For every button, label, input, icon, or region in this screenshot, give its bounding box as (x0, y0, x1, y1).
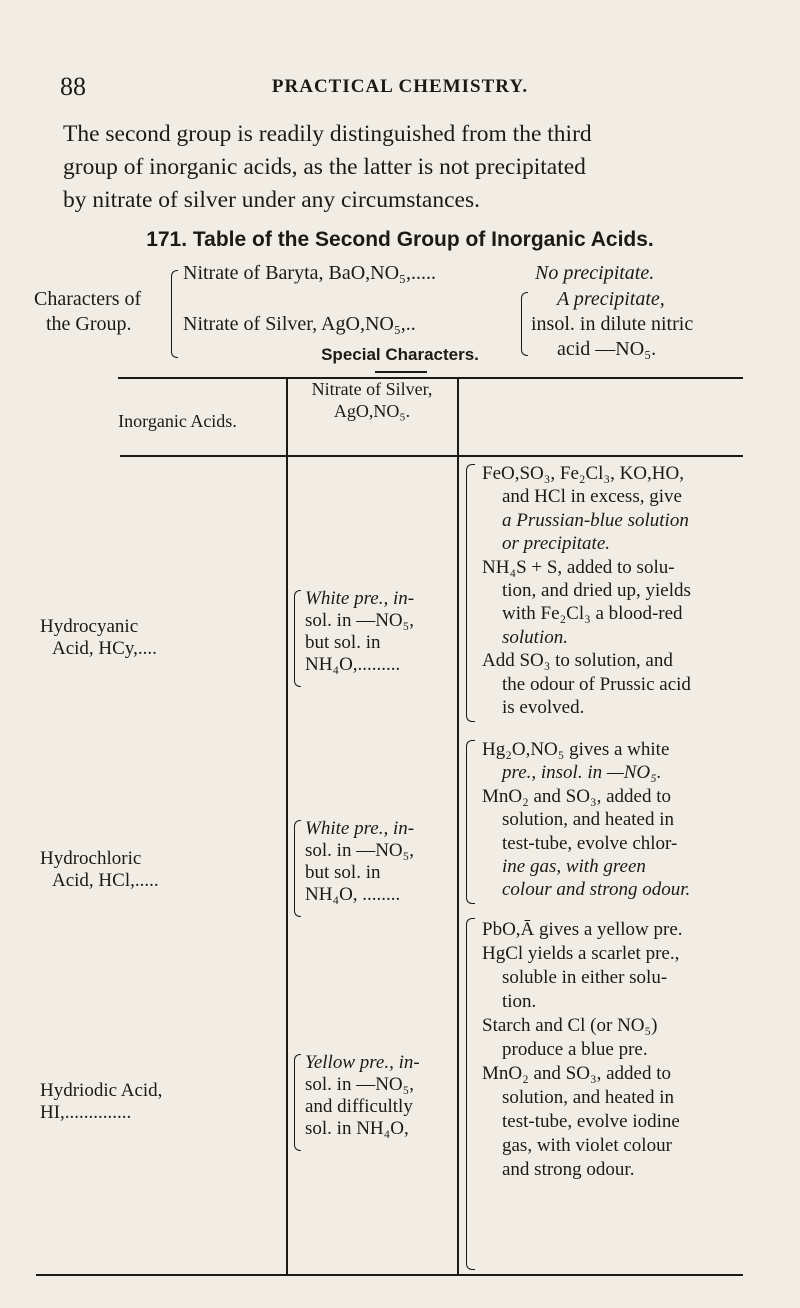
result-silver-line3: acid —NO₅. (557, 338, 657, 360)
silver-brace (294, 1054, 301, 1151)
section-title: 171. Table of the Second Group of Inorganic Acids. (146, 228, 654, 251)
silver-line: NH₄O, ........ (305, 884, 401, 905)
acid-name: Hydrochloric (40, 848, 142, 869)
reaction-line: tion. (502, 991, 537, 1012)
reaction-line: NH₄S + S, added to solu- (482, 556, 675, 578)
silver-line: sol. in —NO₅, (305, 840, 415, 861)
reaction-line: MnO₂ and SO₃, added to (482, 785, 671, 807)
col-header-silver-line2: AgO,NO₅. (333, 401, 411, 421)
result-baryta: No precipitate. (535, 262, 655, 284)
silver-brace (294, 820, 301, 917)
col-header-acids: Inorganic Acids. (118, 411, 237, 431)
silver-line: sol. in NH₄O, (305, 1118, 409, 1139)
page-number: 88 (60, 72, 86, 101)
reaction-line: colour and strong odour. (502, 879, 691, 901)
acid-formula: Acid, HCl,..... (52, 870, 159, 891)
silver-line: White pre., in- (305, 818, 415, 839)
acid-name: Hydriodic Acid, (40, 1080, 163, 1101)
reaction-line: ine gas, with green (502, 856, 646, 878)
characters-label-line1: Characters of (34, 288, 142, 310)
reaction-brace (466, 918, 475, 1270)
reaction-line: and strong odour. (502, 1159, 635, 1180)
intro-line: by nitrate of silver under any circumstances. (63, 187, 480, 213)
reaction-line: tion, and dried up, yields (502, 580, 691, 602)
reaction-line: soluble in either solu- (502, 967, 668, 988)
silver-result (305, 588, 414, 676)
reaction-line: solution, and heated in (502, 1087, 675, 1108)
reaction-line: a Prussian-blue solution (502, 509, 689, 531)
reagent-silver: Nitrate of Silver, AgO,NO₅,.. (183, 313, 416, 335)
reactions-hydriodic (482, 918, 772, 1182)
reaction-brace (466, 740, 475, 904)
reaction-line: test-tube, evolve iodine (502, 1111, 680, 1132)
silver-result (305, 1052, 420, 1140)
acid-formula: Acid, HCy,.... (52, 638, 157, 659)
reaction-line: Add SO₃ to solution, and (482, 650, 673, 672)
silver-line: NH₄O,......... (305, 654, 401, 675)
table-header-rule (120, 455, 743, 457)
acid-name: Hydrocyanic (40, 616, 139, 637)
reaction-line: MnO₂ and SO₃, added to (482, 1063, 671, 1084)
intro-line: The second group is readily distinguished from the third (63, 121, 592, 147)
intro-line: group of inorganic acids, as the latter is not precipitated (63, 154, 586, 180)
table-bottom-rule (36, 1274, 743, 1276)
reaction-line: produce a blue pre. (502, 1039, 648, 1060)
reaction-line: Hg₂O,NO₅ gives a white (482, 739, 670, 760)
acid-formula: HI,.............. (40, 1102, 132, 1123)
reaction-line: HgCl yields a scarlet pre., (482, 943, 680, 964)
silver-line: sol. in —NO₅, (305, 610, 415, 631)
running-header: PRACTICAL CHEMISTRY. (271, 76, 529, 97)
reaction-line: FeO,SO₃, Fe₂Cl₃, KO,HO, (482, 463, 684, 484)
col-header-silver-line1: Nitrate of Silver, (311, 379, 433, 399)
section-rule (375, 371, 427, 373)
reaction-line: pre., insol. in —NO₅. (502, 762, 662, 784)
reaction-line: with Fe₂Cl₃ a blood-red (502, 603, 683, 625)
reaction-line: or precipitate. (502, 533, 610, 555)
reaction-brace (466, 464, 475, 722)
reaction-line: Starch and Cl (or NO₅) (482, 1015, 658, 1036)
table-row-acid (40, 848, 159, 892)
reaction-line: solution. (502, 626, 568, 648)
intro-paragraph (63, 118, 748, 217)
reaction-line: the odour of Prussic acid (502, 673, 691, 695)
silver-line: and difficultly (305, 1096, 413, 1117)
reaction-line: gas, with violet colour (502, 1135, 672, 1156)
special-characters-title: Special Characters. (321, 345, 479, 364)
reaction-line: PbO,Ā gives a yellow pre. (482, 919, 683, 940)
table-row-acid (40, 1080, 162, 1124)
column-divider-2 (457, 377, 459, 1274)
result-silver-line2: insol. in dilute nitric (531, 313, 694, 335)
result-silver-line1: A precipitate, (557, 288, 665, 310)
silver-result (305, 818, 414, 906)
col-header-silver (288, 378, 456, 422)
silver-brace (294, 590, 301, 687)
table-row-acid (40, 616, 157, 660)
column-divider-1 (286, 377, 288, 1274)
reactions-hydrochloric (482, 738, 772, 902)
characters-label-line2: the Group. (46, 313, 132, 335)
silver-line: White pre., in- (305, 588, 415, 609)
silver-line: but sol. in (305, 632, 381, 653)
reaction-line: test-tube, evolve chlor- (502, 832, 678, 854)
silver-line: Yellow pre., in- (305, 1052, 420, 1073)
silver-line: but sol. in (305, 862, 381, 883)
reagent-baryta: Nitrate of Baryta, BaO,NO₅,..... (183, 262, 437, 284)
reaction-line: is evolved. (502, 697, 585, 719)
silver-line: sol. in —NO₅, (305, 1074, 415, 1095)
reaction-line: solution, and heated in (502, 809, 675, 831)
reaction-line: and HCl in excess, give (502, 486, 682, 508)
reactions-hydrocyanic (482, 462, 772, 719)
